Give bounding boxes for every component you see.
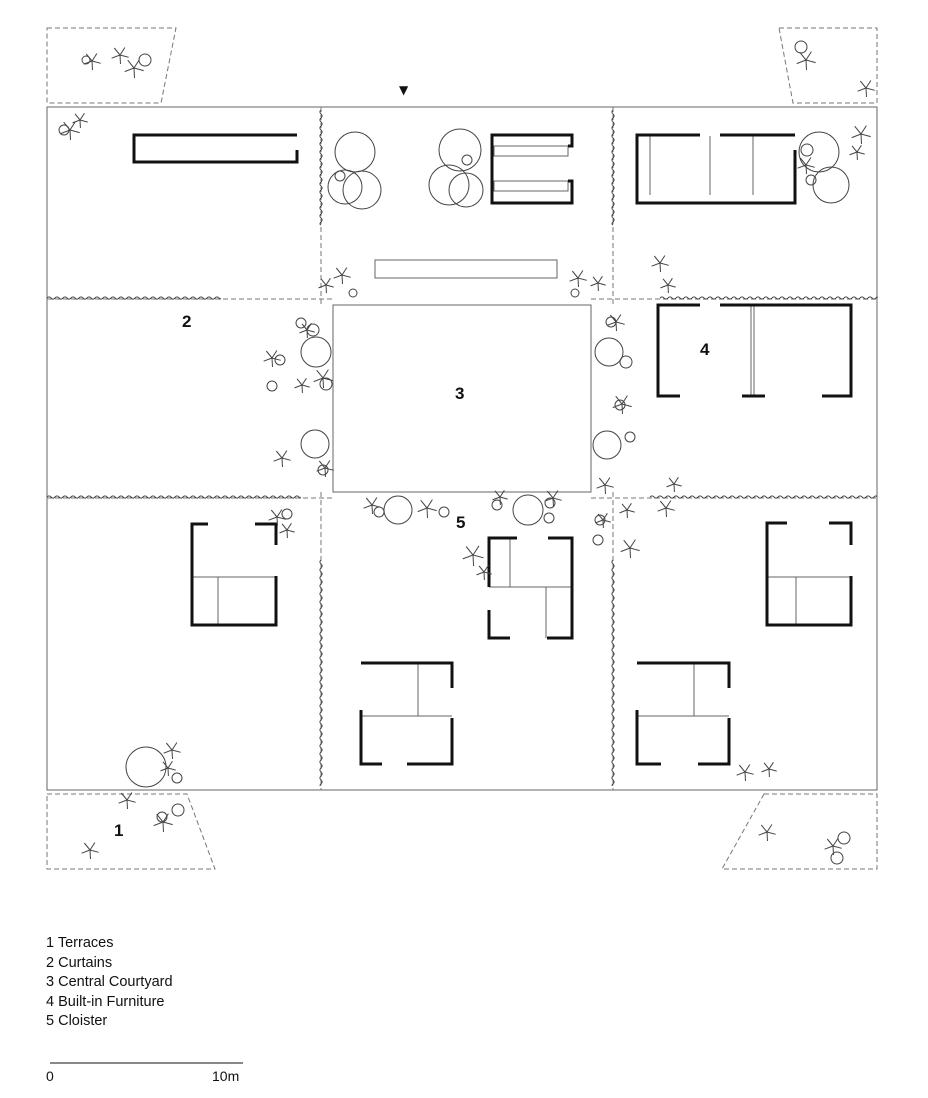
tree-icon bbox=[349, 289, 357, 297]
plant-icon bbox=[463, 546, 484, 566]
plant-icon bbox=[274, 451, 291, 468]
tree-icon bbox=[571, 289, 579, 297]
plant-icon bbox=[119, 793, 136, 810]
plant-icon bbox=[658, 501, 675, 518]
wall bbox=[134, 135, 297, 162]
tree-icon bbox=[513, 495, 543, 525]
wall bbox=[407, 718, 452, 764]
tree-icon bbox=[429, 165, 469, 205]
tree-icon bbox=[593, 535, 603, 545]
plant-icon bbox=[667, 477, 682, 492]
wall bbox=[361, 663, 452, 688]
curtain bbox=[320, 560, 322, 785]
tree-icon bbox=[301, 430, 329, 458]
legend-item: 3 Central Courtyard bbox=[46, 974, 173, 991]
tree-icon bbox=[301, 337, 331, 367]
tree-icon bbox=[831, 852, 843, 864]
plant-icon bbox=[295, 378, 310, 393]
dashed-line bbox=[47, 794, 215, 869]
legend-item: 5 Cloister bbox=[46, 1013, 108, 1030]
kitchen-counter bbox=[494, 146, 568, 156]
plant-icon bbox=[621, 540, 640, 558]
plant-icon bbox=[759, 825, 776, 842]
legend-item: 4 Built-in Furniture bbox=[46, 993, 165, 1010]
label-curtains: 2 bbox=[182, 312, 192, 331]
label-cloister: 5 bbox=[456, 513, 466, 532]
tree-icon bbox=[335, 171, 345, 181]
tree-icon bbox=[838, 832, 850, 844]
legend bbox=[46, 934, 173, 1032]
plant-icon bbox=[652, 256, 669, 273]
dashed-line bbox=[779, 28, 877, 103]
tree-icon bbox=[172, 773, 182, 783]
wall bbox=[637, 663, 729, 688]
wall bbox=[829, 523, 851, 545]
plant-icon bbox=[597, 478, 614, 495]
tree-icon bbox=[172, 804, 184, 816]
label-central-courtyard: 3 bbox=[455, 384, 465, 403]
plant-icon bbox=[125, 60, 144, 78]
curtain bbox=[47, 496, 300, 498]
tree-icon bbox=[449, 173, 483, 207]
tree-icon bbox=[795, 41, 807, 53]
plant-icon bbox=[280, 523, 295, 538]
plant-icon bbox=[112, 48, 129, 65]
legend-item: 1 Terraces bbox=[46, 935, 114, 951]
wall bbox=[492, 135, 572, 203]
curtains bbox=[47, 110, 877, 785]
plant-icon bbox=[82, 843, 99, 860]
tree-icon bbox=[544, 513, 554, 523]
tree-icon bbox=[799, 132, 839, 172]
tree-icon bbox=[813, 167, 849, 203]
plant-icon bbox=[364, 498, 381, 515]
plant-icon bbox=[61, 122, 80, 140]
tree-icon bbox=[126, 747, 166, 787]
scale-bar-start: 0 bbox=[46, 1068, 54, 1084]
tree-icon bbox=[606, 317, 616, 327]
plant-icon bbox=[850, 145, 865, 160]
tree-icon bbox=[439, 507, 449, 517]
scale-bar-end: 10m bbox=[212, 1068, 240, 1084]
walls bbox=[134, 135, 851, 764]
wall bbox=[720, 305, 851, 396]
tree-icon bbox=[620, 356, 632, 368]
dashed-line bbox=[722, 794, 877, 869]
wall bbox=[255, 524, 276, 545]
tree-icon bbox=[595, 338, 623, 366]
plant-icon bbox=[317, 461, 334, 478]
plant-icon bbox=[762, 762, 777, 777]
legend-item: 2 Curtains bbox=[46, 954, 113, 971]
entrance-marker-icon: ▼ bbox=[399, 83, 409, 97]
plant-icon bbox=[570, 271, 587, 288]
trees bbox=[59, 41, 850, 864]
plant-icon bbox=[493, 490, 508, 505]
tree-icon bbox=[139, 54, 151, 66]
tree-icon bbox=[282, 509, 292, 519]
plant-icon bbox=[418, 500, 437, 518]
tree-icon bbox=[462, 155, 472, 165]
kitchen-counter bbox=[494, 181, 568, 191]
building-outline bbox=[47, 107, 877, 790]
curtain bbox=[612, 560, 614, 785]
wall bbox=[637, 710, 661, 764]
wall bbox=[658, 305, 700, 396]
wall bbox=[489, 538, 517, 587]
plant-icon bbox=[591, 276, 606, 291]
wall bbox=[637, 135, 795, 203]
curtain bbox=[660, 297, 877, 299]
wall bbox=[698, 718, 729, 764]
tree-icon bbox=[267, 381, 277, 391]
wall bbox=[767, 523, 851, 625]
tree-icon bbox=[593, 431, 621, 459]
plant-icon bbox=[334, 268, 351, 285]
tree-icon bbox=[625, 432, 635, 442]
wall bbox=[489, 610, 510, 638]
wall bbox=[192, 524, 276, 625]
wall bbox=[547, 538, 572, 638]
label-terraces: 1 bbox=[114, 821, 124, 840]
dashed-line bbox=[47, 28, 176, 103]
plant-icon bbox=[737, 765, 754, 782]
plant-icon bbox=[797, 52, 816, 70]
tree-icon bbox=[384, 496, 412, 524]
plant-icon bbox=[858, 81, 875, 98]
wall bbox=[361, 710, 382, 764]
plant-icon bbox=[164, 743, 181, 760]
tree-icon bbox=[374, 507, 384, 517]
tree-icon bbox=[806, 175, 816, 185]
bench bbox=[375, 260, 557, 278]
plant-icon bbox=[73, 113, 88, 128]
label-built-in-furniture: 4 bbox=[700, 340, 710, 359]
plant-icon bbox=[613, 396, 632, 414]
plant-icon bbox=[661, 278, 676, 293]
tree-icon bbox=[801, 144, 813, 156]
plan-linework bbox=[47, 107, 877, 790]
plant-icon bbox=[852, 126, 871, 144]
tree-icon bbox=[335, 132, 375, 172]
plant-icon bbox=[161, 761, 176, 776]
plant-icon bbox=[620, 503, 635, 518]
tree-icon bbox=[439, 129, 481, 171]
